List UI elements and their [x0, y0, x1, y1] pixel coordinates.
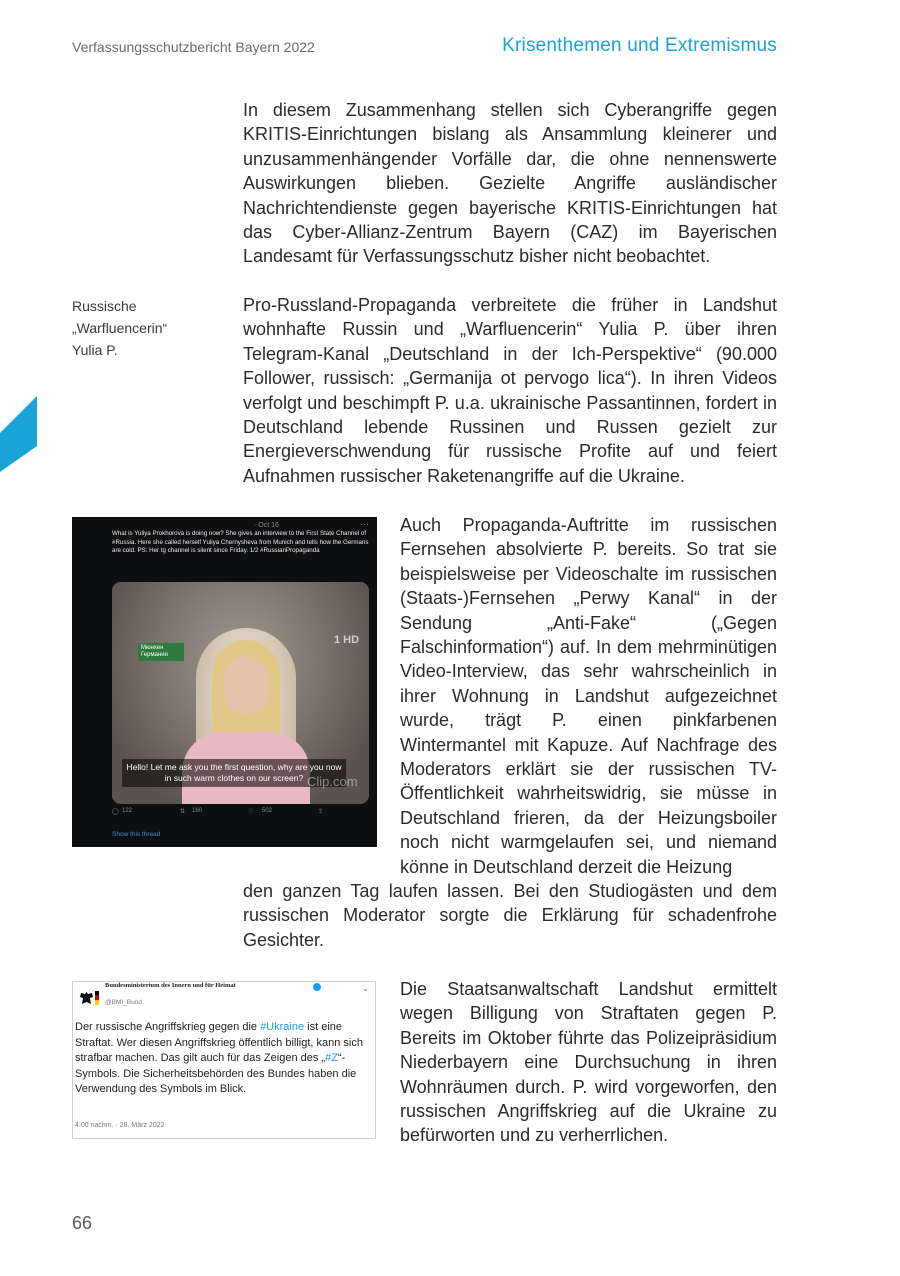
- tweet-text-part: Der russische Angriffskrieg gegen die: [75, 1021, 261, 1033]
- video-watermark: Clip.com: [307, 774, 358, 789]
- tweet-screenshot-video: [72, 517, 377, 847]
- video-person-face: [224, 656, 268, 714]
- hashtag: #Ukraine: [260, 1021, 305, 1033]
- like-icon: ♡: [248, 809, 254, 815]
- reply-count: 122: [122, 808, 133, 814]
- tweet-text: [75, 1020, 373, 1098]
- tweet-actions: [112, 808, 369, 818]
- paragraph-propaganda: Pro-Russland-Propaganda verbreitete die früher in Landshut wohnhafte Russin und „Warfluencerin“ Yulia P. über ihren Telegram-Kanal „Deutschland in der Ich-Perspektive“ (90.000 Follower, russisch: „Germanija ot pervogo lica“). In ihren Videos verfolgt und beschimpft P. u.a. ukrainische Passantinnen, fordert in Deutschland lebende Russinen und Russen gezielt zur Energieverschwendung für russische Profite auf und feiert Aufnahmen russischer Raketenangriffe auf die Ukraine.: [243, 295, 777, 486]
- hashtag: #Z: [325, 1052, 338, 1064]
- page-number: 66: [72, 1213, 93, 1233]
- tweet-text-part: “-Symbols. Die Sicherheitsbehörden des Bundes haben die Verwendung des Symbols im Blick.: [75, 1052, 357, 1095]
- tweet-screenshot-bmi: [72, 981, 376, 1139]
- paragraph-tv-appearance: Auch Propaganda-Auftritte im russischen Fernsehen absolvierte P. bereits. So trat sie beispielsweise per Videoschalte im russischen (Staats-)Fernsehen „Perwy Kanal“ in der Sendung „Anti-Fake“ („Gegen Falschinformation“) auf. In dem mehrminütigen Video-Interview, das sehr wahrscheinlich in ihrer Wohnung in Landshut aufgezeichnet wurde, trägt P. einen pinkfarbenen Wintermantel mit Kapuze. Auf Nachfrage des Moderators erklärt sie der russischen TV-Öffentlichkeit wahrheitswidrig, sie müsse in Deutschland frieren, da der Heizungsboiler noch nicht warmgelaufen sei, und niemand könne in Deutschland derzeit die Heizung: [400, 515, 777, 877]
- retweet-icon: ⇅: [180, 809, 186, 815]
- tweet-text-part: ist eine Straftat. Wer diesen Angriffskrieg öffentlich billigt, kann sich strafbar machen. Das gilt auch für das Zeigen des „: [75, 1021, 363, 1064]
- margin-note: [72, 295, 167, 361]
- like-count: 502: [262, 808, 273, 814]
- paragraph-tv-appearance-continued: den ganzen Tag laufen lassen. Bei den Studiogästen und dem russischen Moderator sorgte die Erklärung für schadenfrohe Gesichter.: [243, 881, 777, 950]
- running-header-left: Verfassungsschutzbericht Bayern 2022: [72, 39, 315, 55]
- margin-note-line: Yulia P.: [72, 342, 118, 358]
- verified-badge-icon: [313, 983, 321, 991]
- section-accent-tab: [0, 396, 37, 472]
- more-icon: ⌄: [362, 984, 369, 993]
- paragraph-cyberattacks: In diesem Zusammenhang stellen sich Cyberangriffe gegen KRITIS-Einrichtungen bislang als Ansammlung kleinerer und unzusammenhängender Vorfälle dar, die ohne nennenswerte Auswirkungen blieben. Gezielte Angriffe ausländischer Nachrichtendienste gegen bayerische KRITIS-Einrichtungen hat das Cyber-Allianz-Zentrum Bayern (CAZ) im Bayerischen Landesamt für Verfassungsschutz bisher nicht beobachtet.: [243, 100, 777, 267]
- tweet-timestamp: 4:00 nachm. · 28. März 2022: [75, 1122, 165, 1129]
- video-subtitle: Hello! Let me ask you the first question, why are you now in such warm clothes on our screen?: [122, 759, 346, 787]
- running-header-right: Krisenthemen und Extremismus: [502, 35, 777, 56]
- tweet-date: · Oct 16: [254, 522, 279, 529]
- paragraph-prosecution: Die Staatsanwaltschaft Landshut ermittelt wegen Billigung von Straftaten gegen P. Bereits im Oktober führte das Polizeipräsidium Niederbayern eine Durchsuchung in ihren Wohnräumen durch. P. wird vorgeworfen, den russischen Angriffskrieg auf die Ukraine zu befürworten und zu verherrlichen.: [400, 979, 777, 1146]
- account-handle: @BMI_Bund: [105, 999, 142, 1006]
- federal-eagle-icon: [79, 992, 94, 1005]
- channel-logo: 1 HD: [334, 634, 360, 646]
- margin-note-line: „Warfluencerin“: [72, 320, 168, 336]
- more-icon: ···: [360, 519, 369, 529]
- retweet-count: 160: [192, 808, 203, 814]
- reply-icon: ◯: [112, 809, 119, 815]
- show-thread-link: Show this thread: [112, 831, 161, 838]
- video-location-tag: Мюнхен Германия: [138, 643, 184, 661]
- tweet-caption: What is Yuliya Prokhorova is doing now? She gives an interview to the First State Channel of #Russia. Here she called herself Yuliya Chernysheva from Munich and tells how the Germans are cold. PS: Her tg channel is silent since Friday. 1/2 #RussianPropaganda: [112, 530, 369, 555]
- share-icon: ⇪: [318, 809, 324, 815]
- margin-note-line: Russische: [72, 298, 137, 314]
- account-name: Bundesministerium des Innern und für Heimat: [105, 982, 236, 989]
- video-frame: [112, 582, 369, 804]
- german-flag-icon: [95, 991, 99, 1005]
